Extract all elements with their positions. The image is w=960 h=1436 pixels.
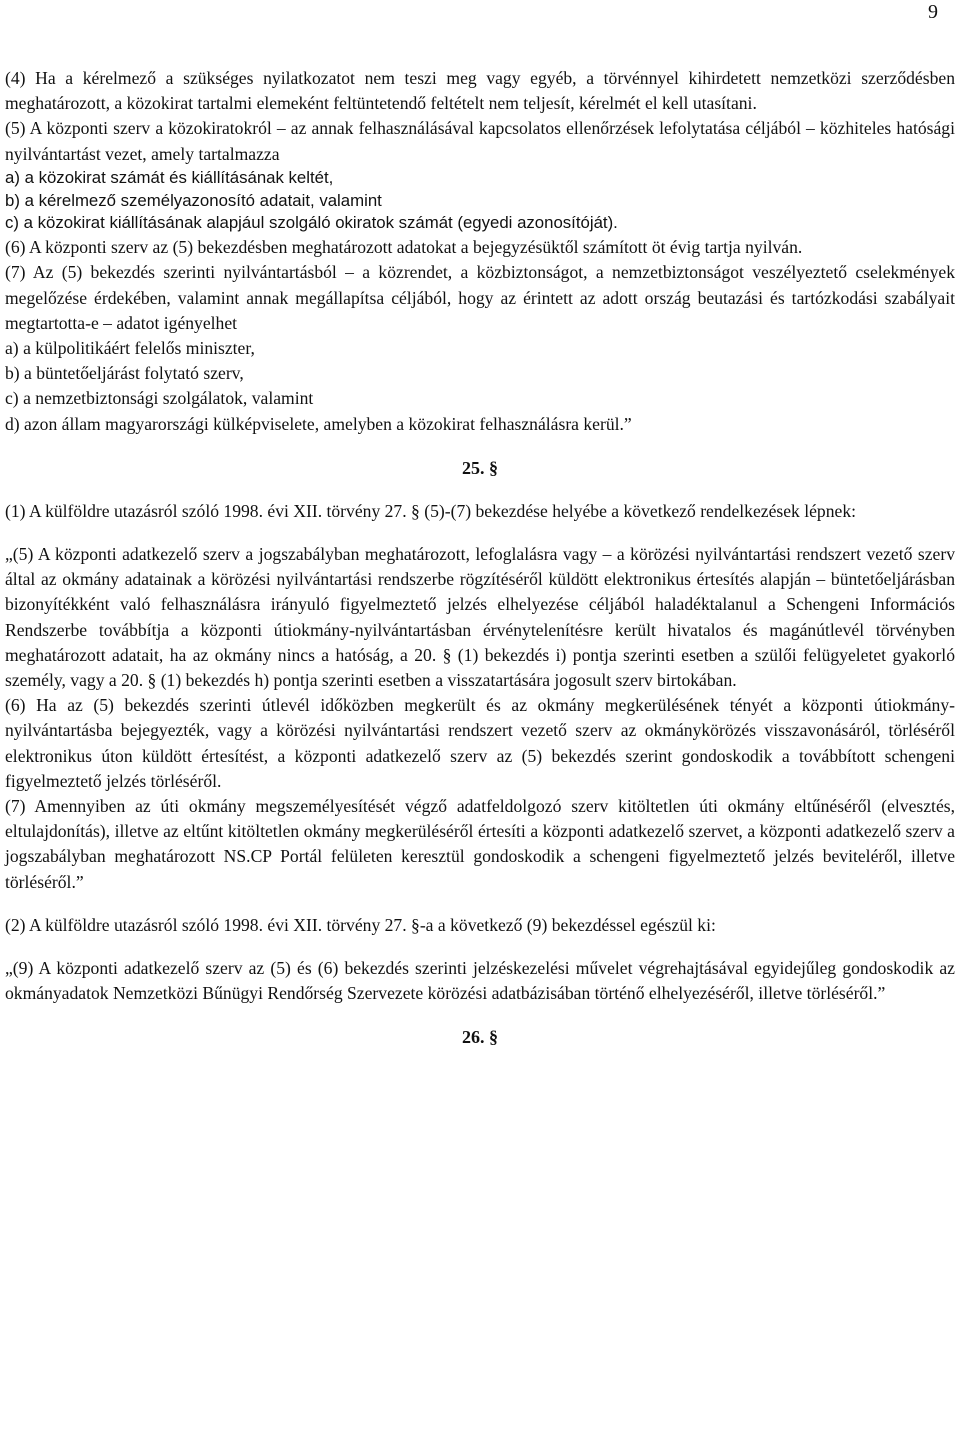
section-heading-26: 26. § bbox=[462, 1027, 498, 1048]
page-number: 9 bbox=[928, 1, 938, 23]
list-item: c) a közokirat kiállításának alapjául szolgáló okiratok számát (egyedi azonosítóját). bbox=[5, 213, 618, 233]
amendment-2-para-9: „(9) A központi adatkezelő szerv az (5) és (6) bekezdés szerinti jelzéskezelési művelet végrehajtásával egyidejűleg gondoskodik az okmányadatok Nemzetközi Bűnügyi Rendőrség Szervezete körözési adatbázisában történő elhelyezéséről, illetve törléséről.” bbox=[5, 958, 955, 1004]
paragraph-5: (5) A központi szerv a közokiratokról ‒ az annak felhasználásával kapcsolatos ellenőrzések lefolytatása céljából ‒ közhiteles hatósági nyilvántartást vezet, amely tartalmazza bbox=[5, 118, 955, 164]
list-item: d) azon állam magyarországi külképviselete, amelyben a közokirat felhasználásra kerül.” bbox=[5, 413, 632, 434]
list-item: b) a büntetőeljárást folytató szerv, bbox=[5, 363, 244, 384]
amendment-1-para-5: „(5) A központi adatkezelő szerv a jogszabályban meghatározott, lefoglalásra vagy ‒ a körözési nyilvántartási rendszert vezető szerv által az okmány adatainak a körözési nyilvántartási rendszerbe rögzítéséről küldött elektronikus értesítés alapján ‒ büntetőeljárásban bizonyítékként való felhasználásra irányuló figyelmeztető jelzés elhelyezése céljából haladéktalanul a Schengeni Információs Rendszerbe továbbítja a központi útiokmány-nyilvántartásban érvénytelenítésre került hivatalos és magánútlevél törvényben meghatározott adatait, ha az okmány nincs a hatóság, a 20. § (1) bekezdés i) pontja szerinti esetben a szülői felügyeletet gyakorló személy, vagy a 20. § (1) bekezdés h) pontja szerinti esetben a visszatartására jogosult szerv birtokában. bbox=[5, 544, 955, 691]
list-item: a) a közokirat számát és kiállításának keltét, bbox=[5, 167, 334, 187]
amendment-1-para-7: (7) Amennyiben az úti okmány megszemélyesítését végző adatfeldolgozó szerv kitöltetlen úti okmány eltűnéséről (elvesztés, eltulajdonítás), illetve az eltűnt kitöltetlen okmány megkerüléséről értesíti a központi adatkezelő szervet, a központi adatkezelő szerv a jogszabályban meghatározott NS.CP Portál felületen keresztül gondoskodik a schengeni figyelmeztető jelzés beviteléről, illetve törléséről.” bbox=[5, 796, 955, 892]
paragraph-4: (4) Ha a kérelmező a szükséges nyilatkozatot nem teszi meg vagy egyéb, a törvénnyel kihirdetett nemzetközi szerződésben meghatározott, a közokirat tartalmi elemeként feltüntetendő feltételt nem teljesít, kérelmét el kell utasítani. bbox=[5, 68, 955, 114]
amendment-2-intro: (2) A külföldre utazásról szóló 1998. évi XII. törvény 27. §-a a következő (9) bekezdéssel egészül ki: bbox=[5, 914, 716, 935]
paragraph-7: (7) Az (5) bekezdés szerinti nyilvántartásból ‒ a közrendet, a közbiztonságot, a nemzetbiztonságot veszélyeztető cselekmények megelőzése érdekében, valamint annak megállapítsa céljából, hogy az érintett az adott ország beutazási és tartózkodási szabályait megtartotta-e ‒ adatot igényelhet bbox=[5, 262, 955, 333]
amendment-1-para-6: (6) Ha az (5) bekezdés szerinti útlevél időközben megkerült és az okmány megkerülésének tényét a központi útiokmány-nyilvántartásba bejegyezték, vagy a körözési nyilvántartási rendszert vezető szerv az okmánykörözés visszavonásáról, törléséről elektronikus úton küldött értesítést, a központi adatkezelő szerv az (5) bekezdés szerint gondoskodik a továbbított schengeni figyelmeztető jelzés törléséről. bbox=[5, 695, 955, 791]
paragraph-6: (6) A központi szerv az (5) bekezdésben meghatározott adatokat a bejegyzésüktől számított öt évig tartja nyilván. bbox=[5, 237, 803, 258]
amendment-1-intro: (1) A külföldre utazásról szóló 1998. évi XII. törvény 27. § (5)-(7) bekezdése helyébe a következő rendelkezések lépnek: bbox=[5, 500, 857, 521]
list-item: a) a külpolitikáért felelős miniszter, bbox=[5, 338, 255, 359]
document-body bbox=[5, 66, 955, 1050]
list-item: c) a nemzetbiztonsági szolgálatok, valamint bbox=[5, 388, 314, 409]
list-item: b) a kérelmező személyazonosító adatait, valamint bbox=[5, 190, 382, 210]
section-heading-25: 25. § bbox=[462, 457, 498, 478]
